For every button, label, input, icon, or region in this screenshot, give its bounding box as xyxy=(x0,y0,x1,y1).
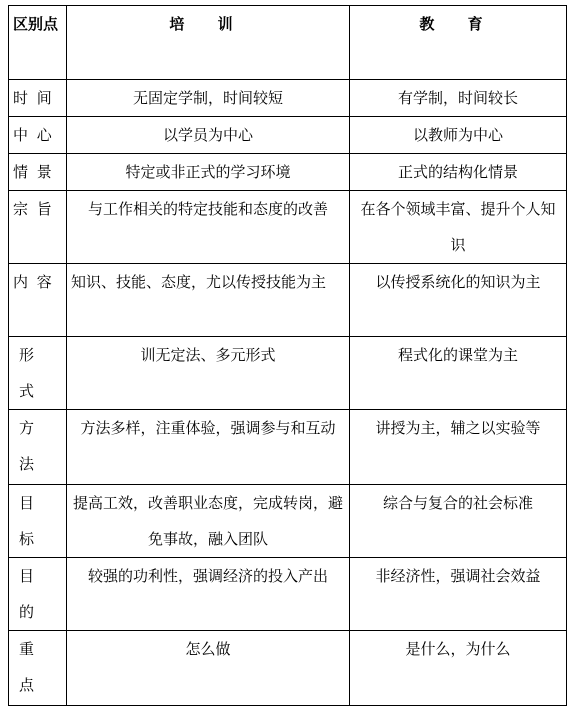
training-cell: 知识、技能、态度，尤以传授技能为主 xyxy=(67,264,350,337)
comparison-table xyxy=(8,5,567,706)
training-cell: 提高工效，改善职业态度，完成转岗，避免事故，融入团队 xyxy=(67,485,350,558)
table-row xyxy=(9,154,567,191)
education-cell: 非经济性，强调社会效益 xyxy=(350,558,567,631)
table-row xyxy=(9,337,567,410)
table-row xyxy=(9,80,567,117)
row-label: 方 法 xyxy=(9,410,67,485)
table-row xyxy=(9,410,567,485)
education-cell: 正式的结构化情景 xyxy=(350,154,567,191)
education-cell: 程式化的课堂为主 xyxy=(350,337,567,410)
training-cell: 无固定学制，时间较短 xyxy=(67,80,350,117)
row-label: 中 心 xyxy=(9,117,67,154)
table-row xyxy=(9,117,567,154)
table-row xyxy=(9,631,567,706)
training-cell: 与工作相关的特定技能和态度的改善 xyxy=(67,191,350,264)
row-label: 目 标 xyxy=(9,485,67,558)
training-cell: 训无定法、多元形式 xyxy=(67,337,350,410)
row-label: 目 的 xyxy=(9,558,67,631)
row-label: 情 景 xyxy=(9,154,67,191)
education-cell: 在各个领域丰富、提升个人知识 xyxy=(350,191,567,264)
corner-header: 区别点 xyxy=(9,6,67,80)
education-cell: 是什么，为什么 xyxy=(350,631,567,706)
row-label: 时 间 xyxy=(9,80,67,117)
training-cell: 较强的功利性，强调经济的投入产出 xyxy=(67,558,350,631)
education-cell: 有学制，时间较长 xyxy=(350,80,567,117)
education-cell: 综合与复合的社会标准 xyxy=(350,485,567,558)
table-row xyxy=(9,264,567,337)
table-row xyxy=(9,558,567,631)
table-row xyxy=(9,191,567,264)
table-row xyxy=(9,485,567,558)
header-training: 培 训 xyxy=(67,6,350,80)
row-label: 宗 旨 xyxy=(9,191,67,264)
header-row xyxy=(9,6,567,80)
training-cell: 方法多样，注重体验，强调参与和互动 xyxy=(67,410,350,485)
row-label: 重 点 xyxy=(9,631,67,706)
training-cell: 以学员为中心 xyxy=(67,117,350,154)
education-cell: 讲授为主，辅之以实验等 xyxy=(350,410,567,485)
row-label: 内 容 xyxy=(9,264,67,337)
row-label: 形 式 xyxy=(9,337,67,410)
training-cell: 怎么做 xyxy=(67,631,350,706)
education-cell: 以传授系统化的知识为主 xyxy=(350,264,567,337)
education-cell: 以教师为中心 xyxy=(350,117,567,154)
header-education: 教 育 xyxy=(350,6,567,80)
training-cell: 特定或非正式的学习环境 xyxy=(67,154,350,191)
